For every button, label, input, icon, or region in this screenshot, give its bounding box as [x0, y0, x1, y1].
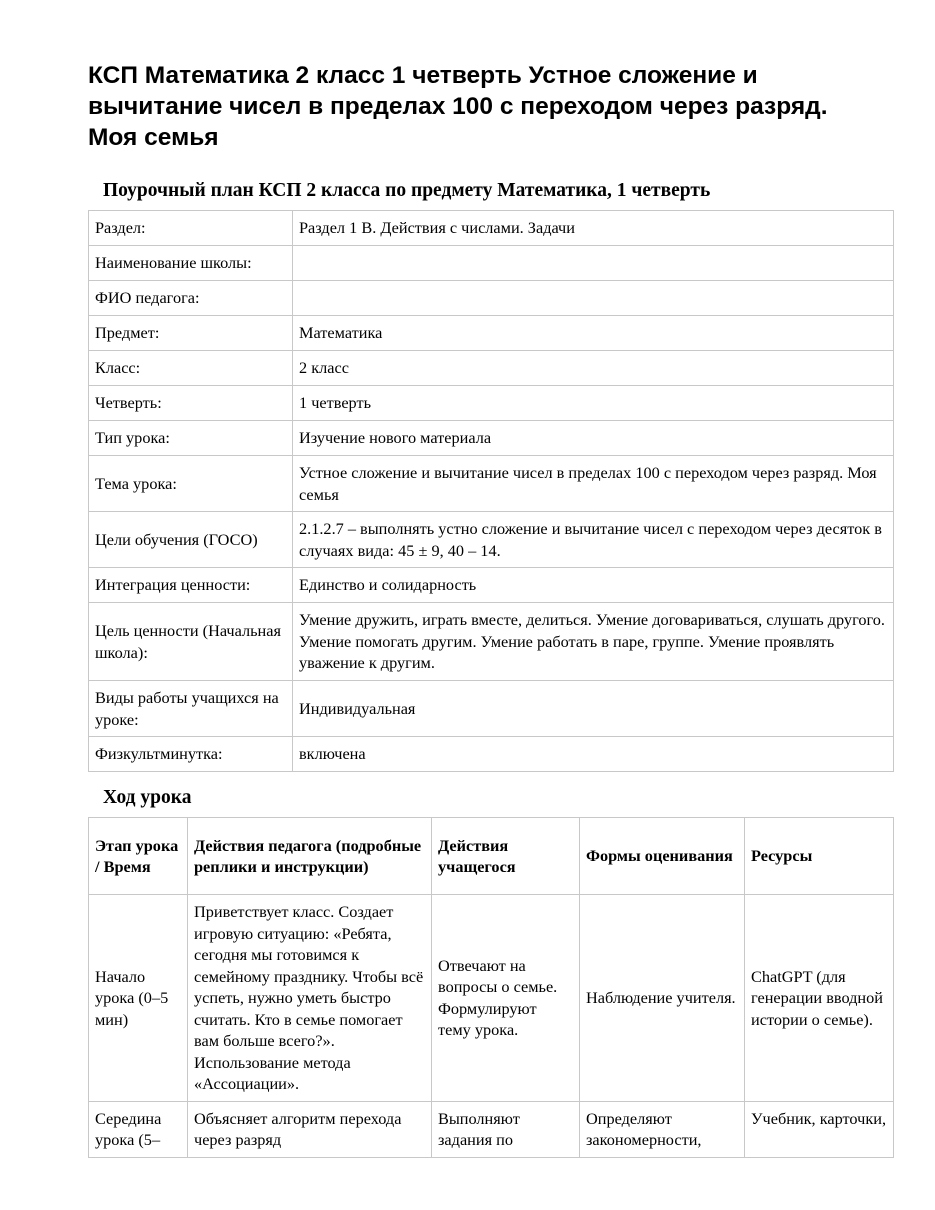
lesson-row-start: [89, 895, 894, 1102]
info-label: Наименование школы:: [89, 246, 293, 281]
info-label: ФИО педагога:: [89, 281, 293, 316]
info-value: Устное сложение и вычитание чисел в пределах 100 с переходом через разряд. Моя семья: [293, 456, 894, 512]
info-row-lesson-type: [89, 421, 894, 456]
cell-assessment: Определяют закономерности,: [580, 1101, 745, 1157]
info-row-learning-goals: [89, 512, 894, 568]
info-value: Умение дружить, играть вместе, делиться. Умение договариваться, слушать другого. Умение помогать другим. Умение работать в паре, группе. Умение проявлять уважение к другим.: [293, 603, 894, 681]
info-value: 2.1.2.7 – выполнять устно сложение и вычитание чисел с переходом через десяток в случаях вида: 45 ± 9, 40 – 14.: [293, 512, 894, 568]
header-teacher-actions: Действия педагога (подробные реплики и инструкции): [188, 818, 432, 895]
info-row-grade: [89, 351, 894, 386]
info-value: Индивидуальная: [293, 681, 894, 737]
info-label: Цели обучения (ГОСО): [89, 512, 293, 568]
info-label: Класс:: [89, 351, 293, 386]
info-label: Интеграция ценности:: [89, 568, 293, 603]
cell-stage: Начало урока (0–5 мин): [89, 895, 188, 1102]
info-row-teacher: [89, 281, 894, 316]
header-student-actions: Действия учащегося: [432, 818, 580, 895]
plan-heading: Поурочный план КСП 2 класса по предмету Математика, 1 четверть: [103, 180, 711, 201]
cell-stage: Середина урока (5–: [89, 1101, 188, 1157]
cell-resources: ChatGPT (для генерации вводной истории о семье).: [745, 895, 894, 1102]
header-assessment: Формы оценивания: [580, 818, 745, 895]
cell-assessment: Наблюдение учителя.: [580, 895, 745, 1102]
info-value: Математика: [293, 316, 894, 351]
info-value: 2 класс: [293, 351, 894, 386]
info-row-quarter: [89, 386, 894, 421]
cell-resources: Учебник, карточки,: [745, 1101, 894, 1157]
header-stage: Этап урока / Время: [89, 818, 188, 895]
info-label: Тип урока:: [89, 421, 293, 456]
info-label: Предмет:: [89, 316, 293, 351]
cell-student-actions: Отвечают на вопросы о семье. Формулируют тему урока.: [432, 895, 580, 1102]
cell-student-actions: Выполняют задания по: [432, 1101, 580, 1157]
info-value: [293, 281, 894, 316]
info-row-value-integration: [89, 568, 894, 603]
lesson-header-row: [89, 818, 894, 895]
lesson-row-middle: [89, 1101, 894, 1157]
header-resources: Ресурсы: [745, 818, 894, 895]
info-row-school: [89, 246, 894, 281]
info-row-work-types: [89, 681, 894, 737]
info-label: Тема урока:: [89, 456, 293, 512]
info-value: 1 четверть: [293, 386, 894, 421]
info-row-subject: [89, 316, 894, 351]
info-label: Раздел:: [89, 211, 293, 246]
info-row-value-goal: [89, 603, 894, 681]
info-row-section: [89, 211, 894, 246]
info-value: включена: [293, 737, 894, 772]
info-value: Изучение нового материала: [293, 421, 894, 456]
info-value: Единство и солидарность: [293, 568, 894, 603]
info-label: Физкультминутка:: [89, 737, 293, 772]
cell-teacher-actions: Объясняет алгоритм перехода через разряд: [188, 1101, 432, 1157]
info-label: Виды работы учащихся на уроке:: [89, 681, 293, 737]
info-value: [293, 246, 894, 281]
document-title: КСП Математика 2 класс 1 четверть Устное сложение и вычитание чисел в пределах 100 с переходом через разряд. Моя семья: [88, 62, 828, 151]
info-row-topic: [89, 456, 894, 512]
lesson-info-table: [88, 210, 894, 772]
lesson-course-table: [88, 817, 894, 1158]
info-value: Раздел 1 В. Действия с числами. Задачи: [293, 211, 894, 246]
info-label: Цель ценности (Начальная школа):: [89, 603, 293, 681]
cell-teacher-actions: Приветствует класс. Создает игровую ситуацию: «Ребята, сегодня мы готовимся к семейному празднику. Чтобы всё успеть, нужно уметь быстро считать. Кто в семье помогает вам больше всего?». Использование метода «Ассоциации».: [188, 895, 432, 1102]
info-label: Четверть:: [89, 386, 293, 421]
course-heading: Ход урока: [103, 787, 192, 808]
info-row-exercise-break: [89, 737, 894, 772]
